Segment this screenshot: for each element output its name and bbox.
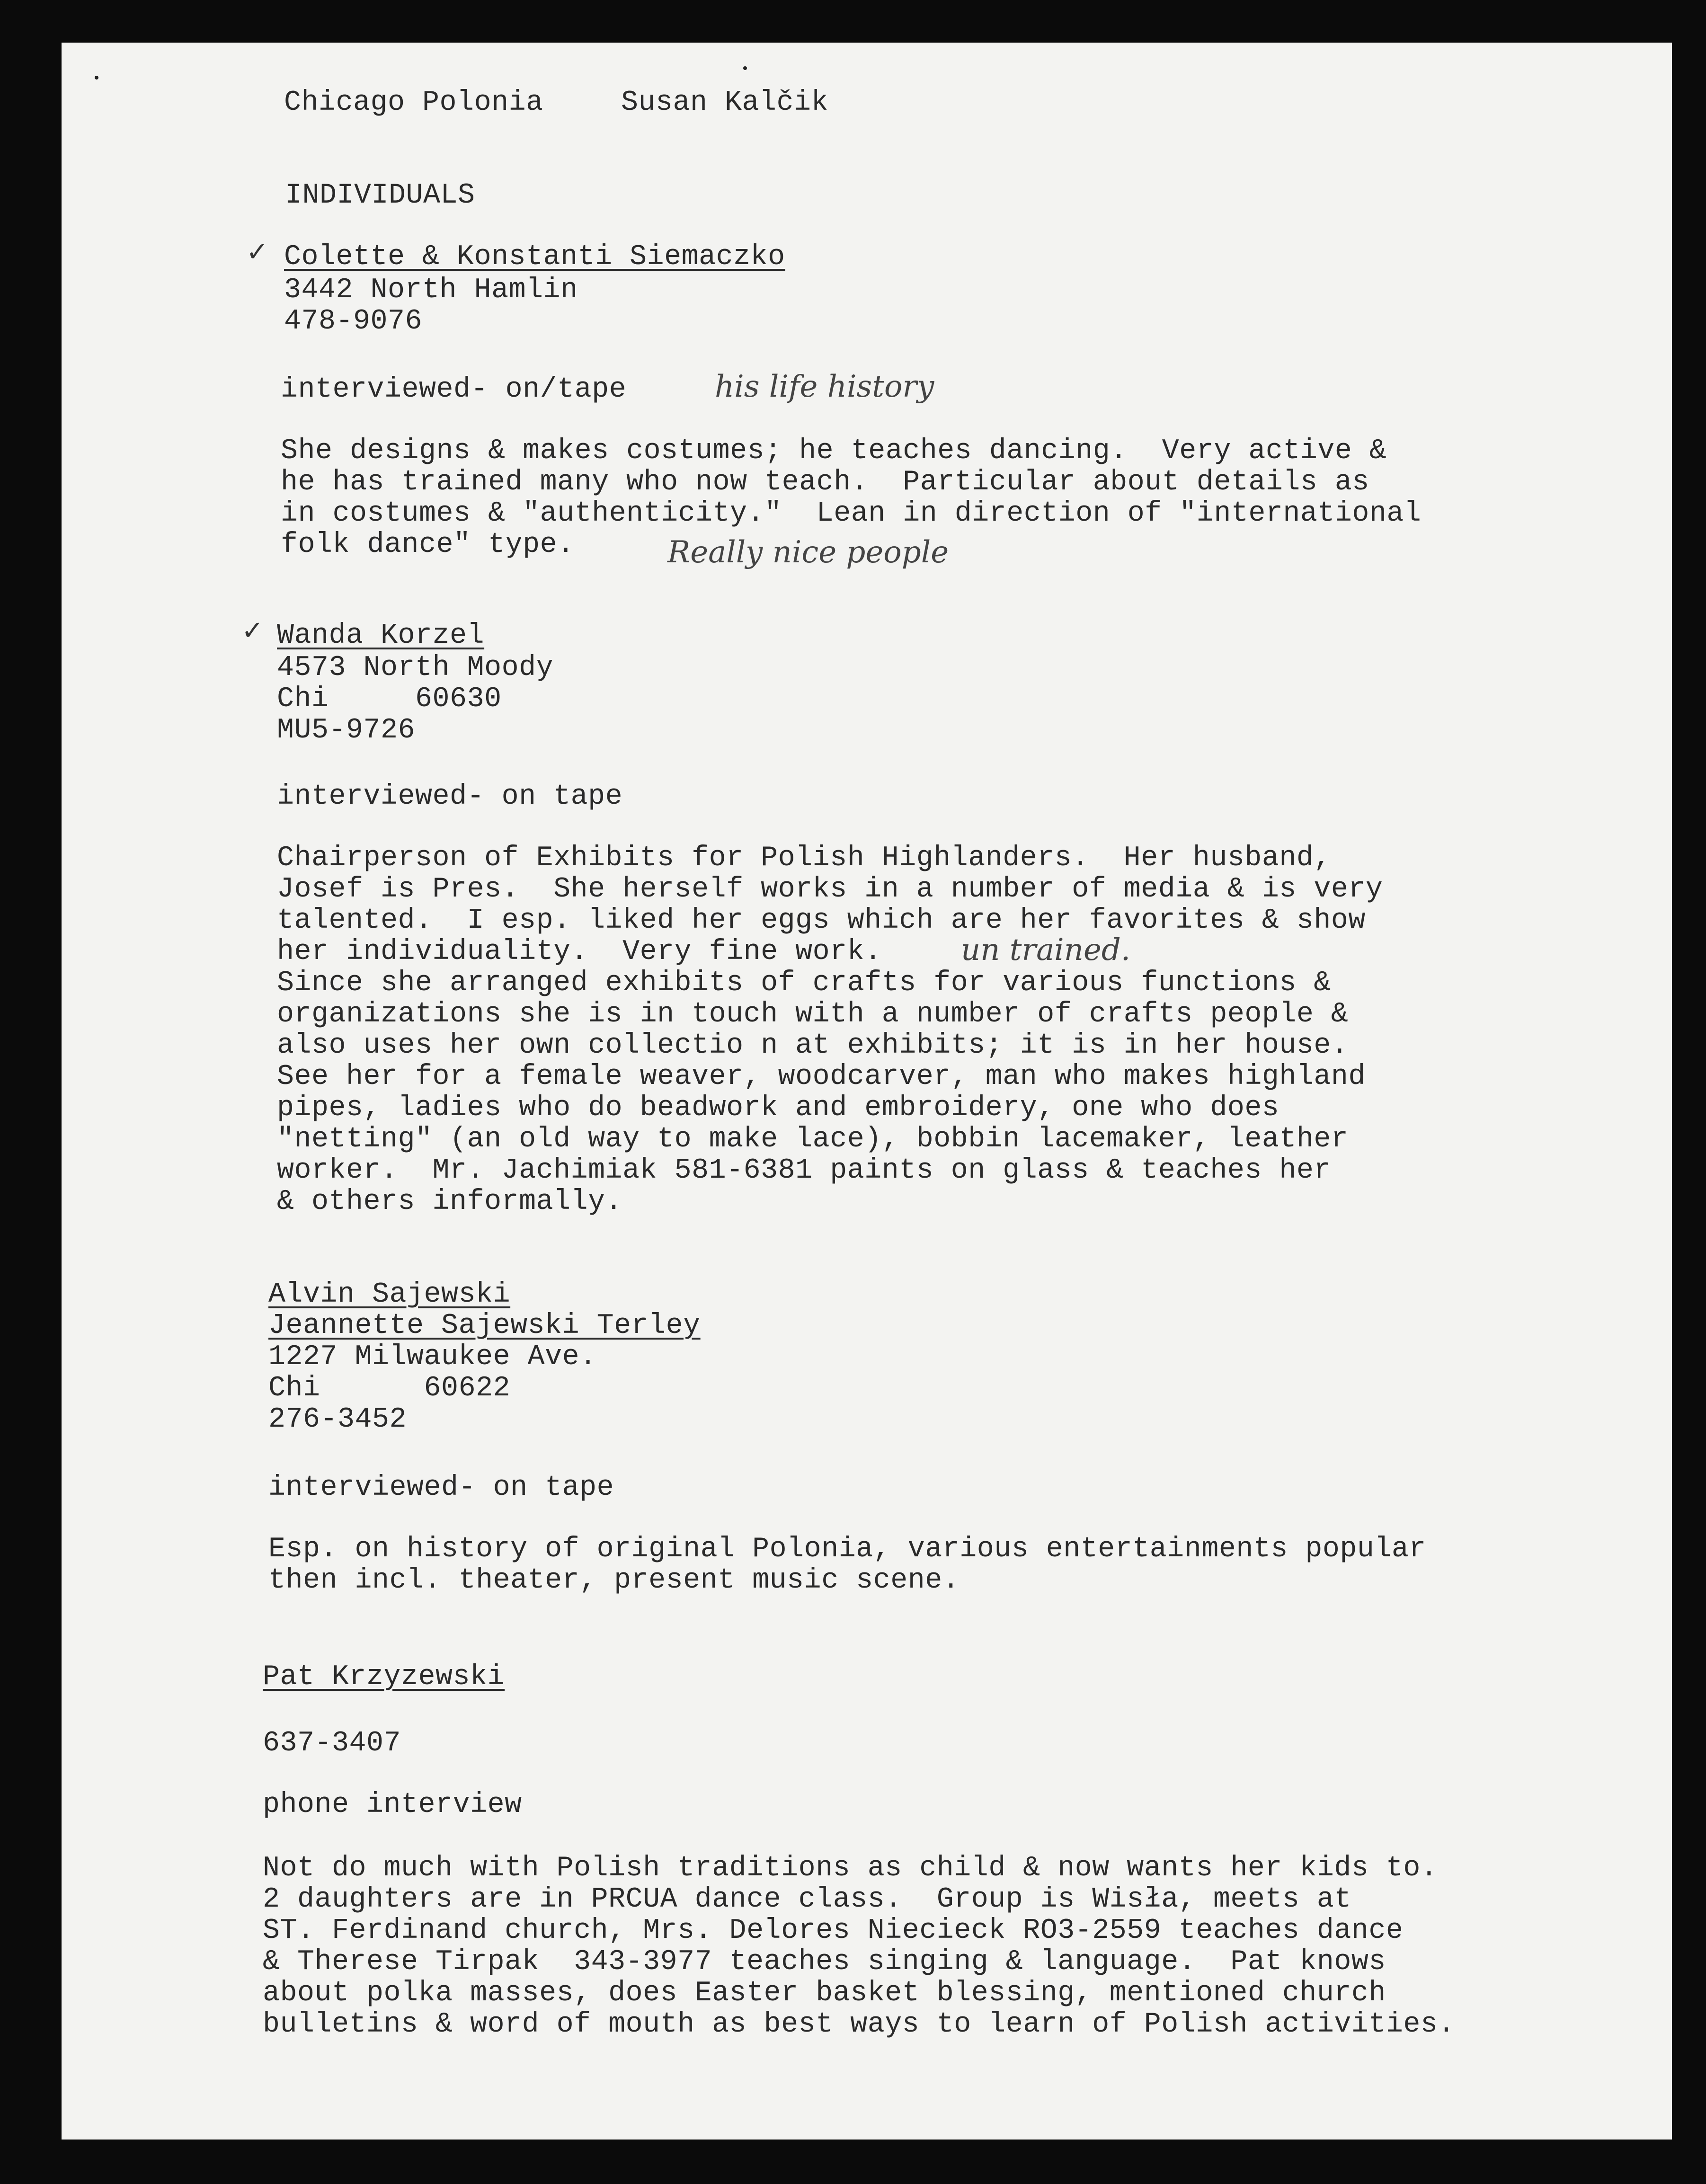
entry-2-note-line: also uses her own collectio n at exhibits; it is in her house. xyxy=(277,1030,1349,1062)
check-mark-icon: ✓ xyxy=(241,615,264,646)
entry-4-name: Pat Krzyzewski xyxy=(263,1661,505,1693)
entry-2-status: interviewed- on tape xyxy=(277,781,623,813)
entry-2-note-line: pipes, ladies who do beadwork and embroidery, one who does xyxy=(277,1092,1280,1124)
speck xyxy=(95,76,98,80)
entry-2-city: Chi 60630 xyxy=(277,683,502,715)
entry-4-phone: 637-3407 xyxy=(263,1727,401,1759)
entry-1-phone: 478-9076 xyxy=(284,305,423,337)
entry-3-note-line: Esp. on history of original Polonia, various entertainments popular xyxy=(268,1533,1426,1565)
entry-4-note-line: Not do much with Polish traditions as child & now wants her kids to. xyxy=(263,1852,1438,1884)
entry-1-status: interviewed- on/tape xyxy=(281,373,627,406)
entry-2-note-line: talented. I esp. liked her eggs which are her favorites & show xyxy=(277,905,1366,937)
entry-4-note-line: bulletins & word of mouth as best ways to learn of Polish activities. xyxy=(263,2008,1455,2041)
entry-1-note-line: folk dance" type. xyxy=(281,529,575,561)
entry-2-note-line: See her for a female weaver, woodcarver, man who makes highland xyxy=(277,1061,1366,1093)
entry-1-handnote-2: Really nice people xyxy=(667,535,949,570)
entry-2-note-line: organizations she is in touch with a number of crafts people & xyxy=(277,998,1349,1030)
entry-2-note-line: Josef is Pres. She herself works in a number of media & is very xyxy=(277,873,1383,906)
entry-2-name: Wanda Korzel xyxy=(277,620,485,652)
entry-2-note-line: & others informally. xyxy=(277,1186,623,1218)
entry-2-note-line: Since she arranged exhibits of crafts for various functions & xyxy=(277,967,1331,999)
check-mark-icon: ✓ xyxy=(246,237,268,267)
entry-4-note-line: & Therese Tirpak 343-3977 teaches singing & language. Pat knows xyxy=(263,1946,1386,1978)
header-author: Susan Kalčik xyxy=(621,87,829,119)
entry-2-phone: MU5-9726 xyxy=(277,714,416,746)
entry-1-note-line: She designs & makes costumes; he teaches dancing. Very active & xyxy=(281,435,1387,467)
entry-3-note-line: then incl. theater, present music scene. xyxy=(268,1564,960,1597)
entry-1-note-line: in costumes & "authenticity." Lean in direction of "international xyxy=(281,497,1422,530)
entry-3-address: 1227 Milwaukee Ave. xyxy=(268,1341,597,1373)
entry-1-address: 3442 North Hamlin xyxy=(284,274,578,306)
entry-1-name: Colette & Konstanti Siemaczko xyxy=(284,241,785,273)
document-page xyxy=(62,43,1672,2140)
entry-4-status: phone interview xyxy=(263,1789,522,1821)
entry-3-city: Chi 60622 xyxy=(268,1372,511,1404)
entry-4-note-line: about polka masses, does Easter basket blessing, mentioned church xyxy=(263,1977,1386,2009)
entry-3-status: interviewed- on tape xyxy=(268,1472,614,1504)
entry-3-phone: 276-3452 xyxy=(268,1403,407,1436)
entry-1-note-line: he has trained many who now teach. Particular about details as xyxy=(281,466,1369,498)
entry-2-note-line: her individuality. Very fine work. xyxy=(277,936,882,968)
entry-2-note-line: "netting" (an old way to make lace), bobbin lacemaker, leather xyxy=(277,1123,1349,1155)
entry-3-name: Alvin Sajewski xyxy=(268,1278,511,1311)
entry-1-handnote: his life history xyxy=(715,369,934,404)
entry-4-note-line: 2 daughters are in PRCUA dance class. Group is Wisła, meets at xyxy=(263,1883,1351,1916)
speck xyxy=(743,66,747,70)
entry-2-handnote: un trained. xyxy=(961,932,1131,968)
entry-2-address: 4573 North Moody xyxy=(277,652,554,684)
entry-3-name-2: Jeannette Sajewski Terley xyxy=(268,1310,701,1342)
entry-4-note-line: ST. Ferdinand church, Mrs. Delores Niecieck RO3-2559 teaches dance xyxy=(263,1915,1404,1947)
entry-2-note-line: worker. Mr. Jachimiak 581-6381 paints on glass & teaches her xyxy=(277,1154,1331,1187)
entry-2-note-line: Chairperson of Exhibits for Polish Highlanders. Her husband, xyxy=(277,842,1331,874)
header-collection: Chicago Polonia xyxy=(284,87,543,119)
section-title: INDIVIDUALS xyxy=(285,179,475,212)
